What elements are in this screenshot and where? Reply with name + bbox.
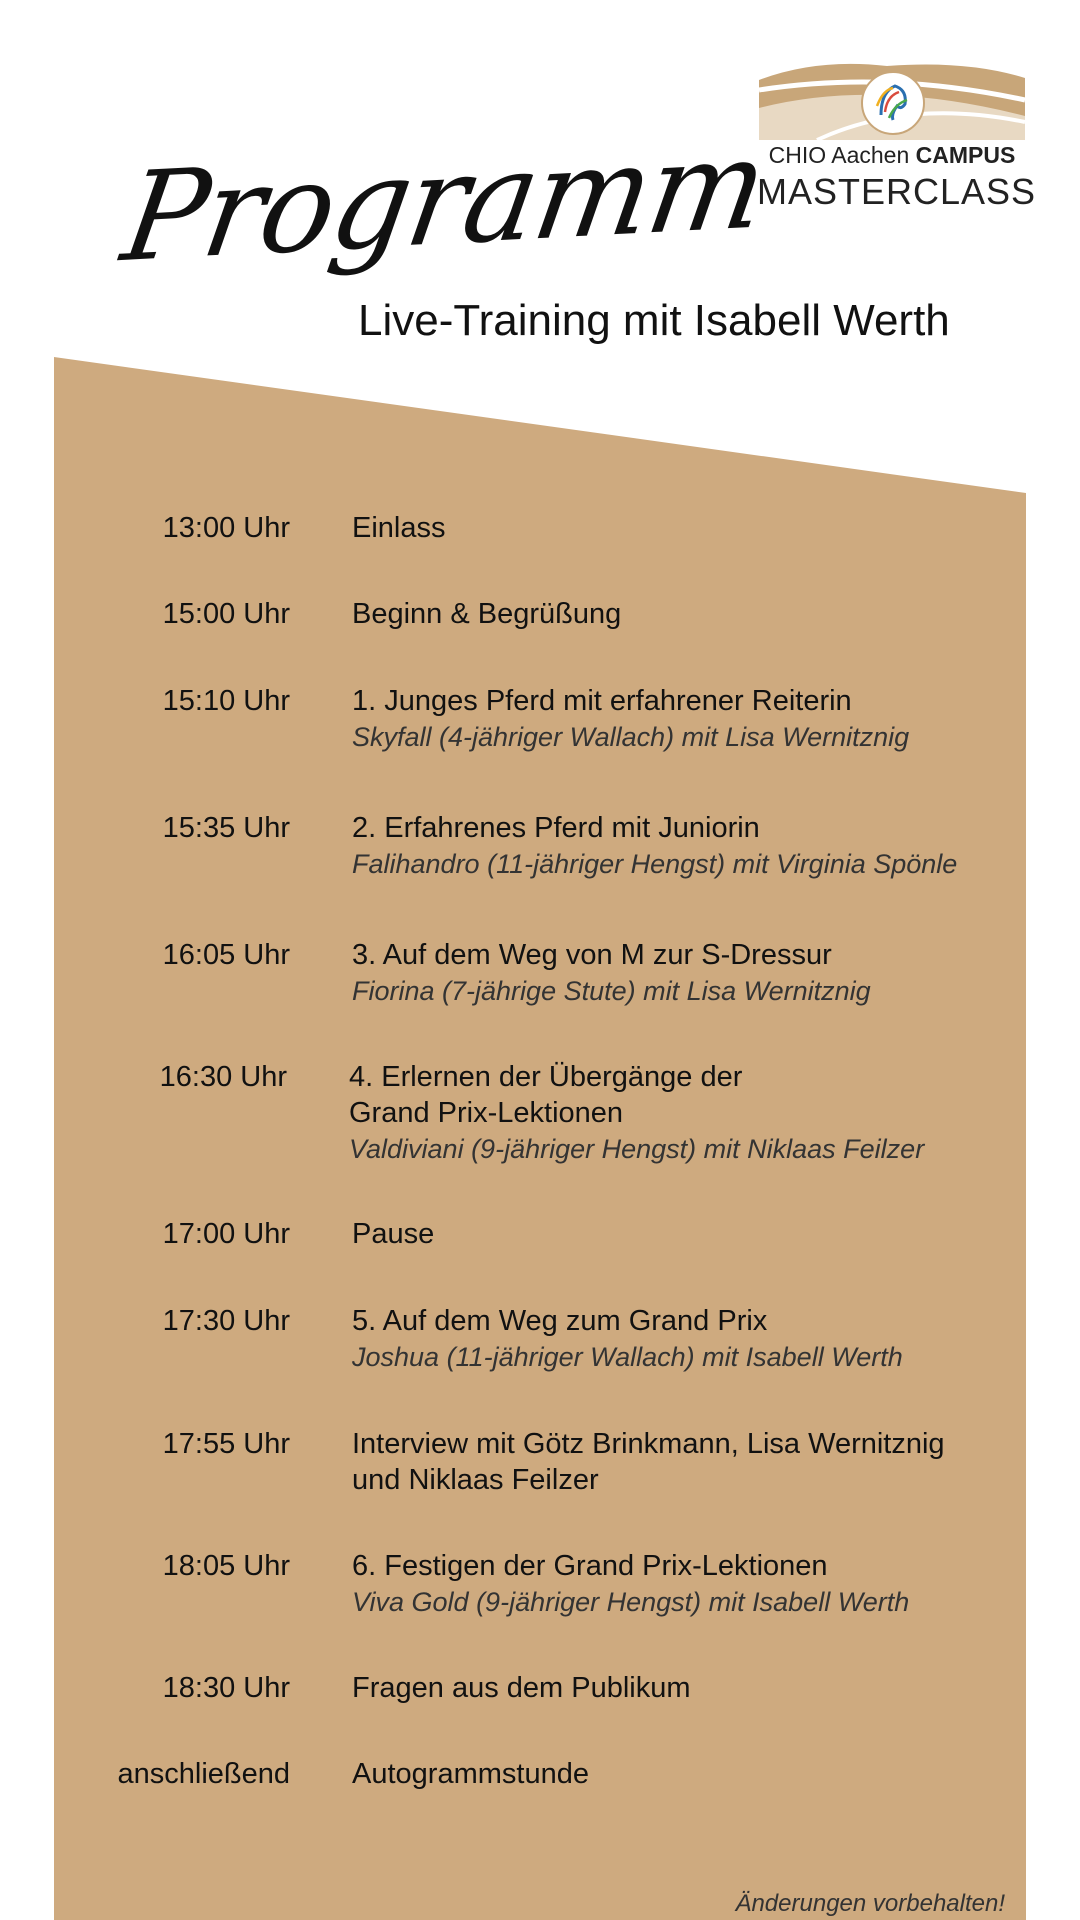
- row-title: Autogrammstunde: [352, 1758, 589, 1790]
- row-time: anschließend: [117, 1758, 290, 1790]
- logo-text-line1: CHIO Aachen CAMPUS: [768, 142, 1016, 168]
- row-time: 15:35 Uhr: [162, 812, 290, 844]
- event-subtitle: Live-Training mit Isabell Werth: [358, 296, 950, 345]
- row-time: 18:05 Uhr: [162, 1550, 290, 1582]
- row-subtitle: Skyfall (4-jähriger Wallach) mit Lisa Wernitznig: [352, 722, 910, 752]
- row-title: 3. Auf dem Weg von M zur S-Dressur: [352, 939, 832, 971]
- logo-emblem: [757, 60, 1027, 140]
- row-time: 17:30 Uhr: [162, 1305, 290, 1337]
- logo-text-line2: MASTERCLASS: [757, 171, 1037, 212]
- row-time: 17:00 Uhr: [162, 1218, 290, 1250]
- changes-reserved-note: Änderungen vorbehalten!: [735, 1890, 1005, 1917]
- row-title: Einlass: [352, 512, 446, 544]
- row-time: 16:05 Uhr: [162, 939, 290, 971]
- row-subtitle: Viva Gold (9-jähriger Hengst) mit Isabell Werth: [352, 1587, 910, 1617]
- row-time: 13:00 Uhr: [162, 512, 290, 544]
- row-title: 4. Erlernen der Übergänge der: [349, 1061, 743, 1093]
- program-title: Programm: [114, 112, 775, 290]
- row-subtitle: Joshua (11-jähriger Wallach) mit Isabell Werth: [352, 1342, 903, 1372]
- row-time: 15:10 Uhr: [162, 685, 290, 717]
- row-title-line2: und Niklaas Feilzer: [352, 1464, 599, 1496]
- row-title: Pause: [352, 1218, 435, 1250]
- row-subtitle: Fiorina (7-jährige Stute) mit Lisa Wernitznig: [352, 976, 871, 1006]
- row-title: 6. Festigen der Grand Prix-Lektionen: [352, 1550, 828, 1582]
- row-time: 16:30 Uhr: [159, 1061, 287, 1093]
- row-title: 1. Junges Pferd mit erfahrener Reiterin: [352, 685, 852, 717]
- row-title: Fragen aus dem Publikum: [352, 1672, 691, 1704]
- row-title: Interview mit Götz Brinkmann, Lisa Wernitznig: [352, 1428, 945, 1460]
- row-title: 2. Erfahrenes Pferd mit Juniorin: [352, 812, 760, 844]
- row-title: 5. Auf dem Weg zum Grand Prix: [352, 1305, 768, 1337]
- row-subtitle: Falihandro (11-jähriger Hengst) mit Virginia Spönle: [352, 849, 958, 879]
- row-time: 15:00 Uhr: [162, 598, 290, 630]
- row-subtitle: Valdiviani (9-jähriger Hengst) mit Niklaas Feilzer: [349, 1134, 925, 1164]
- chio-campus-logo: [757, 60, 1037, 220]
- row-title-line2: Grand Prix-Lektionen: [349, 1097, 624, 1129]
- row-time: 17:55 Uhr: [162, 1428, 290, 1460]
- row-time: 18:30 Uhr: [162, 1672, 290, 1704]
- row-title: Beginn & Begrüßung: [352, 598, 622, 630]
